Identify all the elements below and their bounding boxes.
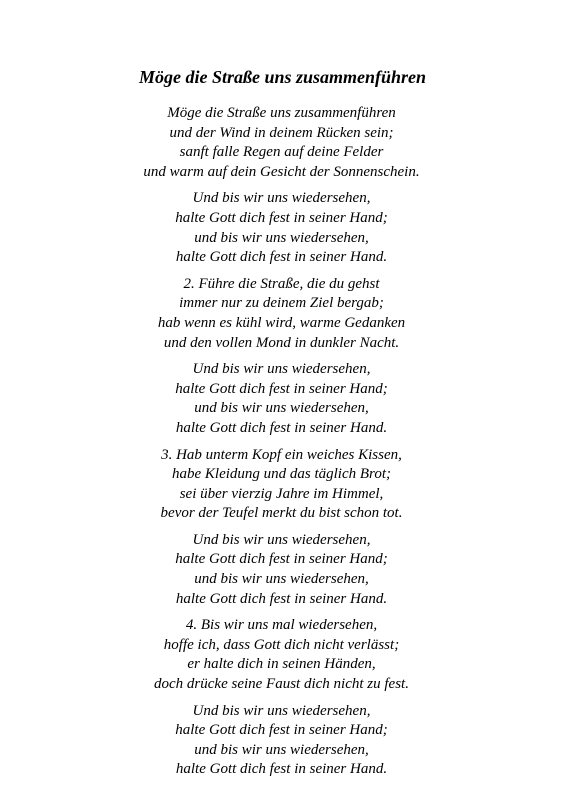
stanza-line: doch drücke seine Faust dich nicht zu fest.: [154, 676, 409, 693]
stanza-line: 2. Führe die Straße, die du gehst: [183, 275, 380, 292]
refrain-2: [0, 360, 563, 438]
stanza-line: Und bis wir uns wiedersehen,: [192, 190, 371, 207]
stanza-line: hab wenn es kühl wird, warme Gedanken: [157, 314, 406, 331]
stanza-line: und warm auf dein Gesicht der Sonnenschein.: [143, 163, 420, 180]
stanza-1: [0, 104, 563, 182]
stanza-line: Möge die Straße uns zusammenführen: [167, 105, 396, 121]
stanza-line: Und bis wir uns wiedersehen,: [192, 531, 371, 548]
stanza-line: und bis wir uns wiedersehen,: [194, 229, 369, 246]
stanza-line: halte Gott dich fest in seiner Hand;: [175, 551, 388, 568]
stanza-line: immer nur zu deinem Ziel bergab;: [179, 295, 384, 312]
refrain-1: [0, 189, 563, 267]
stanza-line: und bis wir uns wiedersehen,: [194, 571, 369, 588]
stanza-line: halte Gott dich fest in seiner Hand.: [175, 249, 388, 266]
stanza-line: halte Gott dich fest in seiner Hand;: [175, 209, 388, 226]
stanza-line: sei über vierzig Jahre im Himmel,: [179, 485, 384, 502]
stanza-line: 4. Bis wir uns mal wiedersehen,: [185, 617, 378, 634]
stanza-line: Und bis wir uns wiedersehen,: [192, 361, 371, 378]
refrain-4: [0, 702, 563, 780]
stanza-line: er halte dich in seinen Händen,: [187, 656, 376, 673]
stanza-line: und bis wir uns wiedersehen,: [194, 400, 369, 417]
stanza-line: halte Gott dich fest in seiner Hand;: [175, 380, 388, 397]
stanza-line: hoffe ich, dass Gott dich nicht verlässt;: [163, 636, 400, 653]
stanza-line: Und bis wir uns wiedersehen,: [192, 702, 371, 719]
stanza-2: [0, 275, 563, 353]
stanza-line: bevor der Teufel merkt du bist schon tot.: [160, 505, 403, 522]
stanza-line: halte Gott dich fest in seiner Hand.: [175, 419, 388, 436]
stanza-line: sanft falle Regen auf deine Felder: [179, 144, 384, 161]
stanza-line: habe Kleidung und das täglich Brot;: [171, 466, 391, 483]
stanza-line: und der Wind in deinem Rücken sein;: [169, 124, 394, 141]
stanza-4: [0, 616, 563, 694]
stanza-line: halte Gott dich fest in seiner Hand.: [175, 761, 388, 778]
stanza-line: und bis wir uns wiedersehen,: [194, 741, 369, 758]
stanza-line: halte Gott dich fest in seiner Hand;: [175, 722, 388, 739]
page-title: Möge die Straße uns zusammenführen: [138, 67, 427, 87]
refrain-3: [0, 531, 563, 609]
stanza-3: [0, 446, 563, 524]
stanza-line: halte Gott dich fest in seiner Hand.: [175, 590, 388, 607]
stanza-line: und den vollen Mond in dunkler Nacht.: [163, 334, 400, 351]
stanza-line: 3. Hab unterm Kopf ein weiches Kissen,: [161, 446, 402, 463]
